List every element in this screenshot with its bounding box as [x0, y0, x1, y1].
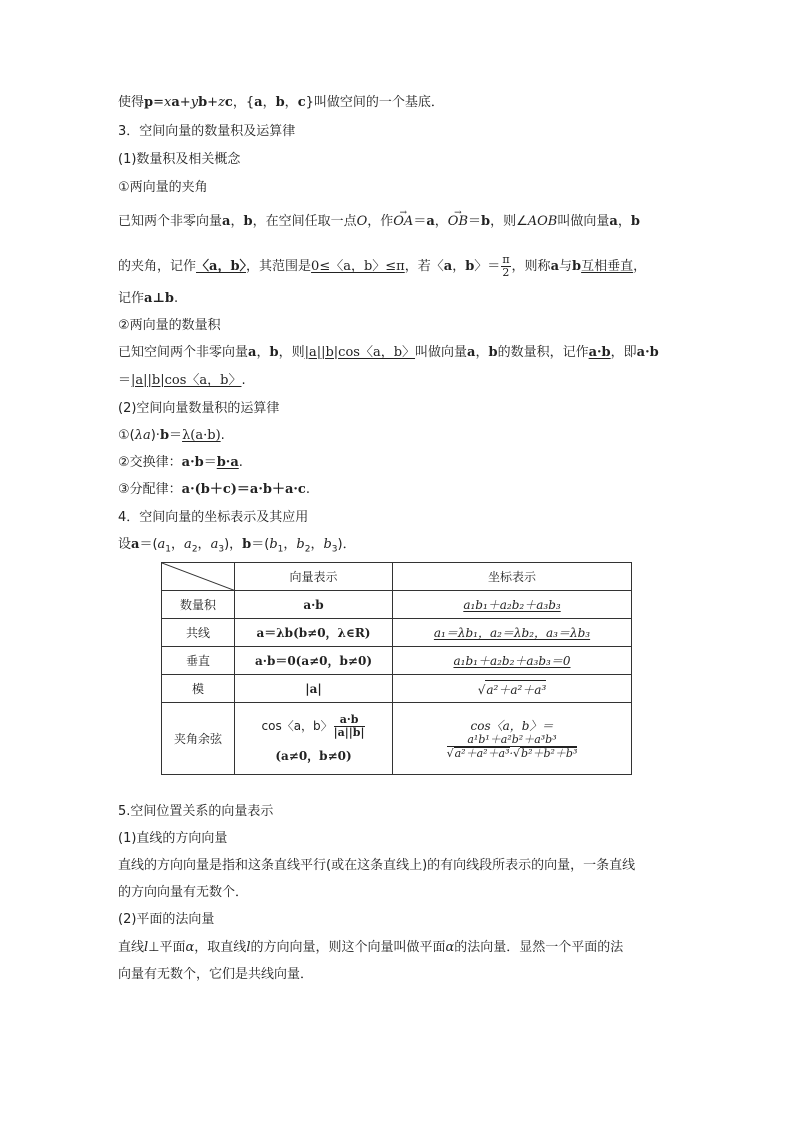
table-row — [162, 703, 632, 775]
row-label: 模 — [162, 675, 235, 703]
paragraph-angle-line1: 已知两个非零向量a，b，在空间任取一点O，作→ OA＝a，→ OB＝b，则∠AOB叫做向量a，b — [118, 212, 640, 232]
paragraph-direction-line1: 直线的方向向量是指和这条直线平行(或在这条直线上)的有向线段所表示的向量，一条直线 — [118, 858, 636, 873]
section-5-heading: 5.空间位置关系的向量表示 — [118, 804, 274, 819]
paragraph-dot-line2: ＝|a||b|cos〈a，b〉. — [118, 373, 246, 388]
subsection-5-2-heading: (2)平面的法向量 — [118, 912, 215, 927]
row-label: 共线 — [162, 619, 235, 647]
fraction-pi-over-2: $\frac{\pi}{2}$ — [502, 253, 510, 279]
line-basis: 使得p=xa+yb+zc，{a，b，c}叫做空间的一个基底． — [118, 95, 444, 110]
cosine-fraction: $\frac{a\cdot b}{|a||b|}$ — [333, 712, 365, 739]
vector-oa: → OA — [393, 212, 413, 232]
row-label: 垂直 — [162, 647, 235, 675]
item-angle-heading: ①两向量的夹角 — [118, 180, 208, 195]
vector-expression: cos〈a，b〉 $\frac{a\cdot b}{|a||b|}$ (a≠0，b≠0) — [235, 703, 393, 775]
table-row — [162, 647, 632, 675]
table-row — [162, 675, 632, 703]
vector-expression: a＝λb(b≠0，λ∈R) — [235, 619, 393, 647]
row-label: 数量积 — [162, 591, 235, 619]
subsection-3-1-heading: (1)数量积及相关概念 — [118, 152, 241, 167]
cosine-coordinate-fraction: $\frac{\text{a¹b¹＋a²b²＋a³b³}}{\text{√a²＋a²＋a³·√b²＋b²＋b³}}$ — [446, 732, 578, 760]
section-4-heading: 4．空间向量的坐标表示及其应用 — [118, 510, 309, 525]
vector-ob: → OB — [448, 212, 468, 232]
row-label: 夹角余弦 — [162, 703, 235, 775]
paragraph-normal-line1: 直线l⊥平面α，取直线l的方向向量，则这个向量叫做平面α的法向量．显然一个平面的法 — [118, 940, 624, 955]
rule-associative: ①(λa)·b＝λ(a·b). — [118, 428, 225, 443]
subsection-5-1-heading: (1)直线的方向向量 — [118, 831, 228, 846]
coordinate-expression: a₁b₁＋a₂b₂＋a₃b₃＝0 — [393, 647, 632, 675]
vector-expression: |a| — [235, 675, 393, 703]
table-row — [162, 619, 632, 647]
diagonal-header-cell — [162, 563, 235, 591]
coordinate-definition: 设$a=(a_1$，$a_2$，$a_3$)，$b=(b_1$，$b_2$，$b_3$)． — [118, 537, 356, 555]
rule-distributive: ③分配律：a·(b＋c)＝a·b＋a·c. — [118, 482, 310, 497]
subsection-3-2-heading: (2)空间向量数量积的运算律 — [118, 401, 280, 416]
coordinate-expression: a₁b₁＋a₂b₂＋a₃b₃ — [393, 591, 632, 619]
coordinate-expression: cos〈a，b〉＝ $\frac{\text{a¹b¹＋a²b²＋a³b³}}{\text{√a²＋a²＋a³·√b²＋b²＋b³}}$ — [393, 703, 632, 775]
diagonal-line — [162, 563, 236, 591]
coordinate-expression: √a²＋a²＋a³ — [393, 675, 632, 703]
vector-expression: a·b＝0(a≠0，b≠0) — [235, 647, 393, 675]
coordinate-expression: a₁＝λb₁，a₂＝λb₂，a₃＝λb₃ — [393, 619, 632, 647]
paragraph-normal-line2: 向量有无数个，它们是共线向量． — [118, 967, 314, 982]
table-row — [162, 591, 632, 619]
paragraph-angle-line2: 的夹角，记作〈a，b〉，其范围是0≤〈a，b〉≤π，若〈a，b〉＝ $\frac{\pi}{2}$ ，则称a与b互相垂直， — [118, 253, 647, 279]
section-3-heading: 3．空间向量的数量积及运算律 — [118, 124, 296, 139]
paragraph-direction-line2: 的方向向量有无数个． — [118, 885, 249, 900]
item-dot-product-heading: ②两向量的数量积 — [118, 318, 221, 333]
paragraph-dot-line1: 已知空间两个非零向量a，b，则|a||b|cos〈a，b〉叫做向量a，b的数量积，记作a·b，即a·b — [118, 345, 659, 360]
paragraph-angle-line3: 记作a⊥b. — [118, 291, 179, 306]
column-header-vector: 向量表示 — [235, 563, 393, 591]
column-header-coordinate: 坐标表示 — [393, 563, 632, 591]
rule-commutative: ②交换律：a·b＝b·a. — [118, 455, 243, 470]
coordinate-table — [161, 562, 632, 775]
table-header-row — [162, 563, 632, 591]
vector-expression: a·b — [235, 591, 393, 619]
